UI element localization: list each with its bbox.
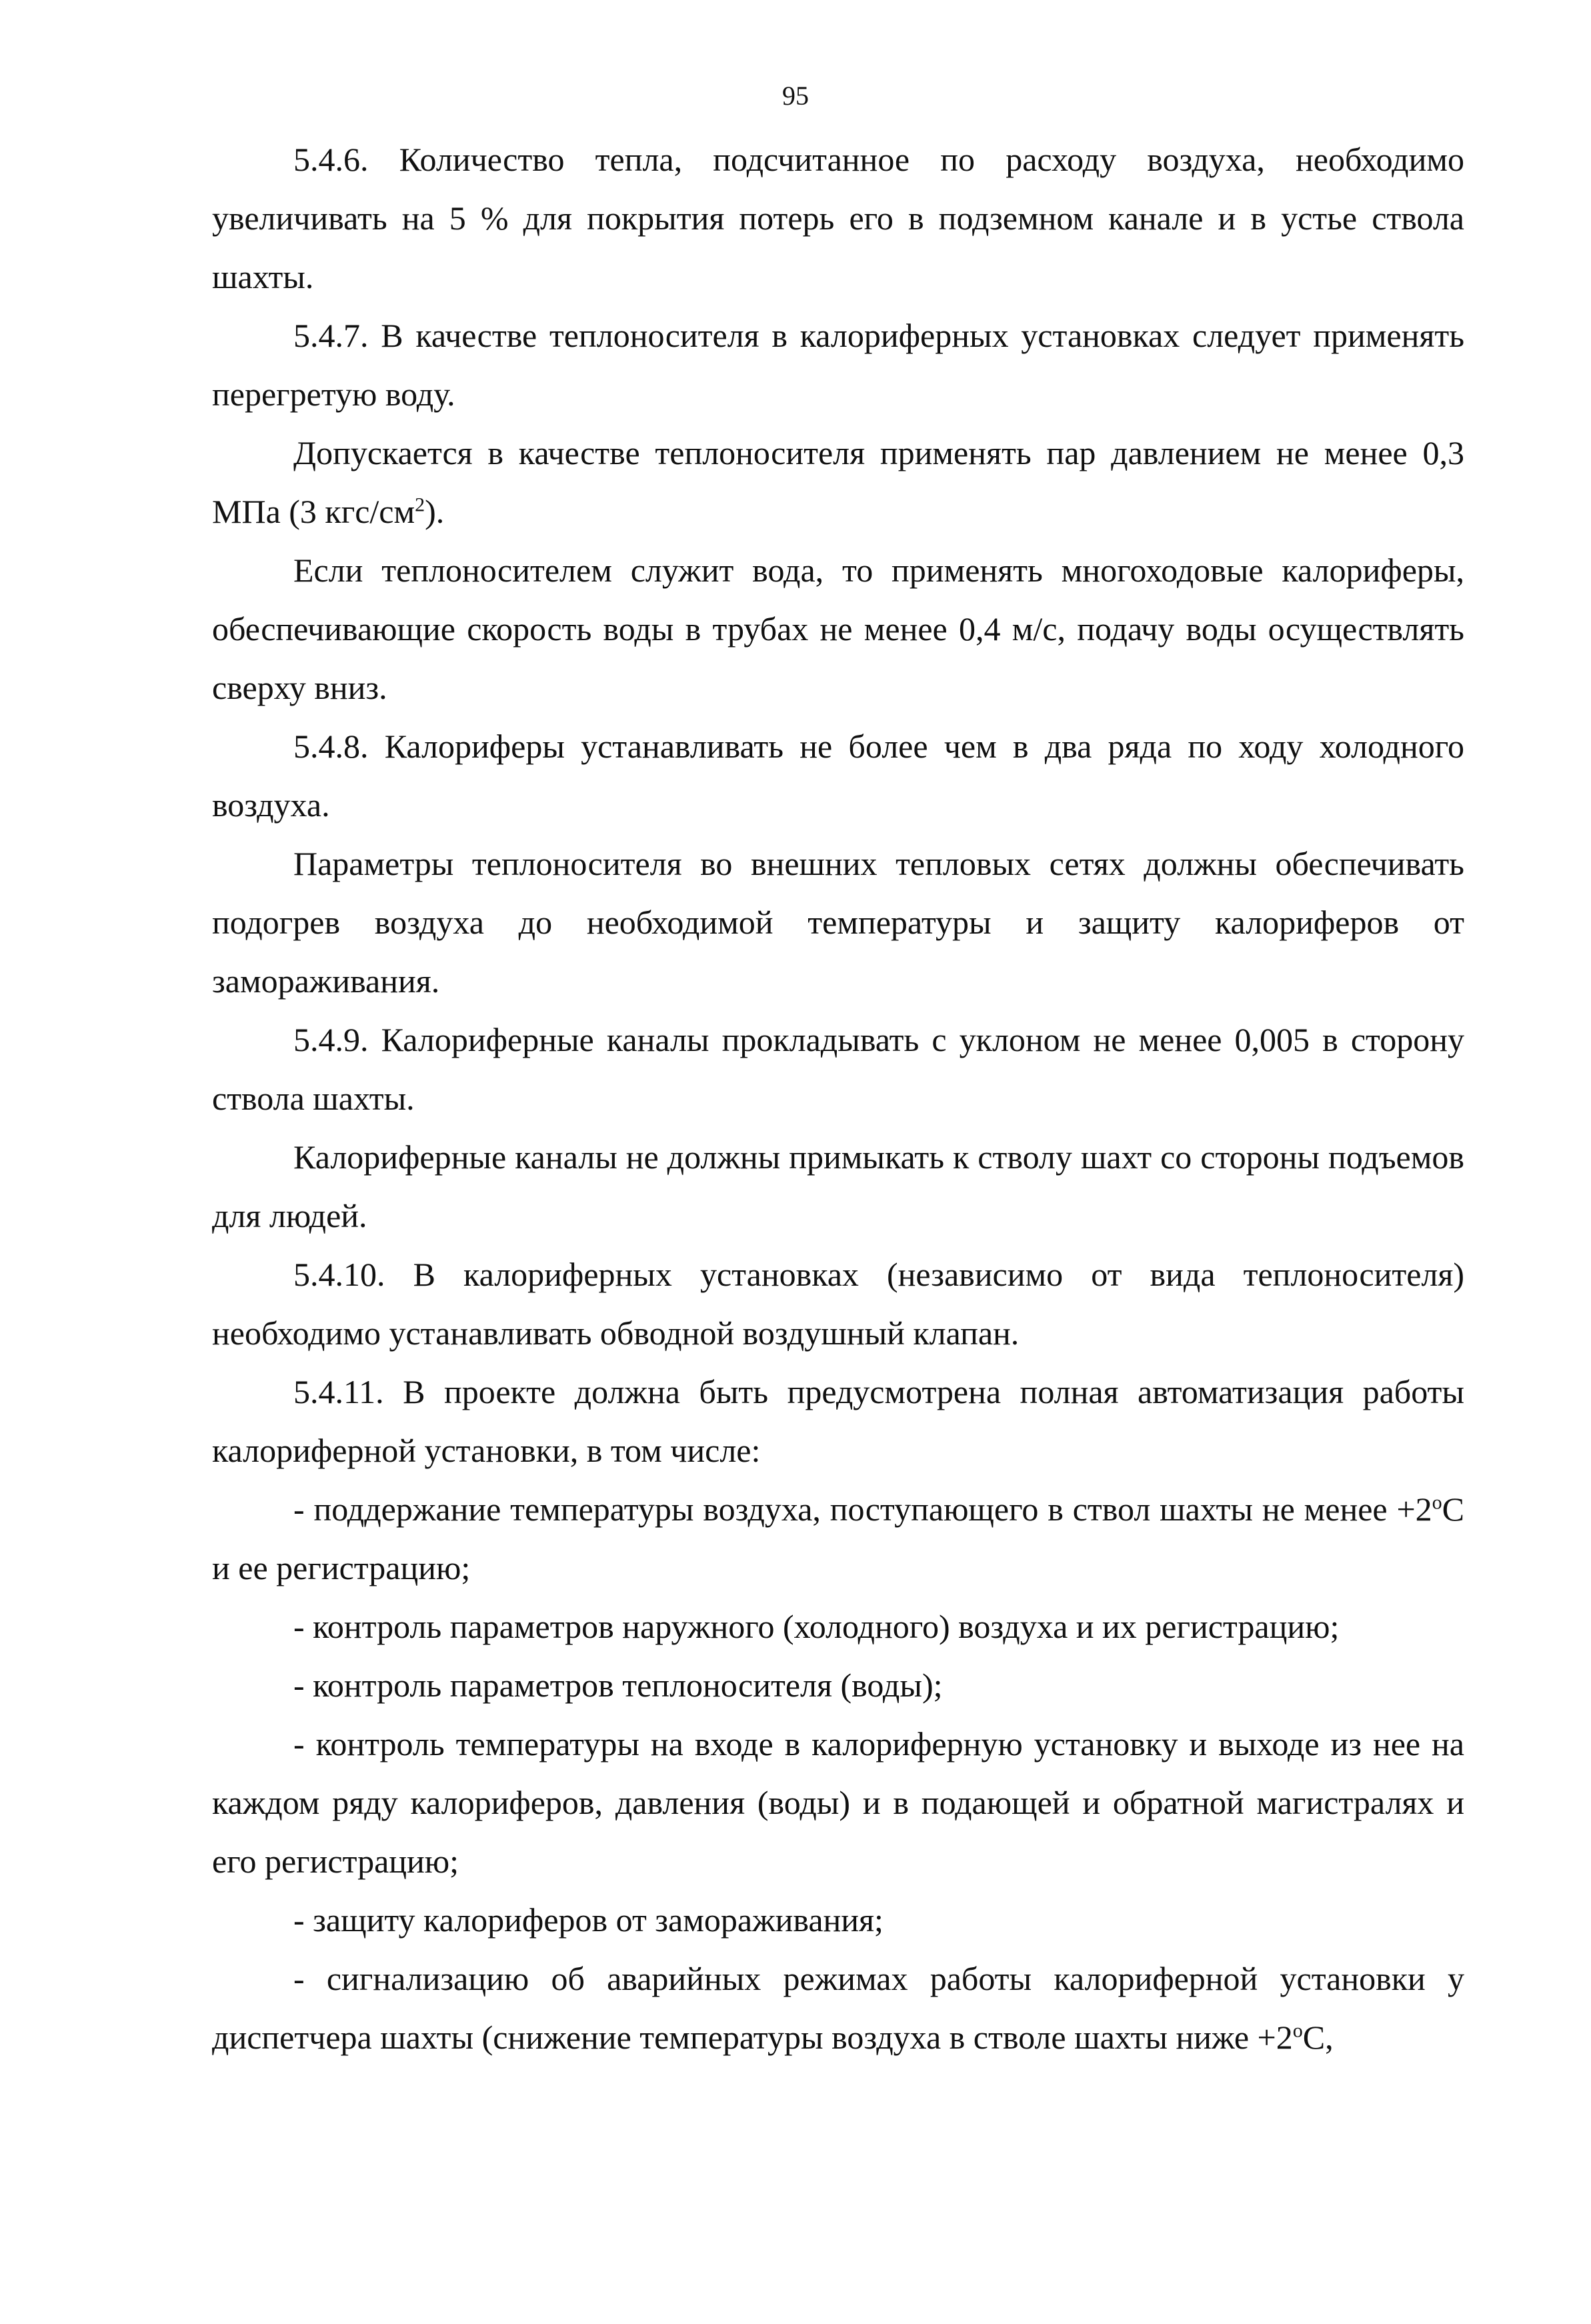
paragraph-text: С и ее регистрацию; — [212, 1490, 1464, 1586]
paragraph-text: Допускается в качестве теплоносителя применять пар давлением не менее 0,3 МПа (3 кгс/см — [212, 434, 1464, 530]
superscript: o — [1292, 2019, 1303, 2042]
superscript: 2 — [415, 493, 425, 516]
paragraph-text: С, — [1302, 2019, 1334, 2056]
paragraph-5-4-6: 5.4.6. Количество тепла, подсчитанное по расходу воздуха, необходимо увеличивать на 5 % для покрытия потерь его в подземном канале и в устье ствола шахты. — [212, 141, 1464, 295]
paragraph-text: ). — [425, 493, 445, 530]
list-item-coolant: - контроль параметров теплоносителя (воды); — [293, 1666, 943, 1704]
list-item-inlet-outlet: - контроль температуры на входе в калориферную установку и выходе из нее на каждом ряду калориферов, давления (воды) и в подающей и обратной магистралях и его регистрацию; — [212, 1725, 1464, 1880]
paragraph-5-4-7: 5.4.7. В качестве теплоносителя в калориферных установках следует применять перегретую воду. — [212, 317, 1464, 413]
document-body — [212, 130, 1464, 2067]
paragraph-text: - сигнализацию об аварийных режимах работы калориферной установки у диспетчера шахты (снижение температуры воздуха в стволе шахты ниже +2 — [212, 1960, 1464, 2056]
list-item-freeze-protection: - защиту калориферов от замораживания; — [293, 1901, 884, 1939]
paragraph-water-heaters: Если теплоносителем служит вода, то применять многоходовые калориферы, обеспечивающие скорость воды в трубах не менее 0,4 м/с, подачу воды осуществлять сверху вниз. — [212, 551, 1464, 706]
paragraph-5-4-8: 5.4.8. Калориферы устанавливать не более чем в два ряда по ходу холодного воздуха. — [212, 728, 1464, 824]
paragraph-5-4-10: 5.4.10. В калориферных установках (независимо от вида теплоносителя) необходимо устанавливать обводной воздушный клапан. — [212, 1256, 1464, 1352]
list-item-temperature — [212, 1480, 1464, 1597]
page-number: 95 — [782, 81, 809, 111]
paragraph-text: - поддержание температуры воздуха, поступающего в ствол шахты не менее +2 — [293, 1490, 1432, 1528]
paragraph-5-4-9: 5.4.9. Калориферные каналы прокладывать с уклоном не менее 0,005 в сторону ствола шахты. — [212, 1021, 1464, 1117]
paragraph-5-4-11: 5.4.11. В проекте должна быть предусмотрена полная автоматизация работы калориферной установки, в том числе: — [212, 1373, 1464, 1469]
list-item-alarm — [212, 1949, 1464, 2067]
paragraph-channels: Калориферные каналы не должны примыкать к стволу шахт со стороны подъемов для людей. — [212, 1138, 1464, 1234]
paragraph-steam-allowed — [212, 423, 1464, 541]
paragraph-coolant-params: Параметры теплоносителя во внешних тепловых сетях должны обеспечивать подогрев воздуха до необходимой температуры и защиту калориферов от замораживания. — [212, 845, 1464, 1000]
list-item-outdoor-air: - контроль параметров наружного (холодного) воздуха и их регистрацию; — [293, 1608, 1340, 1645]
superscript: o — [1432, 1491, 1442, 1514]
